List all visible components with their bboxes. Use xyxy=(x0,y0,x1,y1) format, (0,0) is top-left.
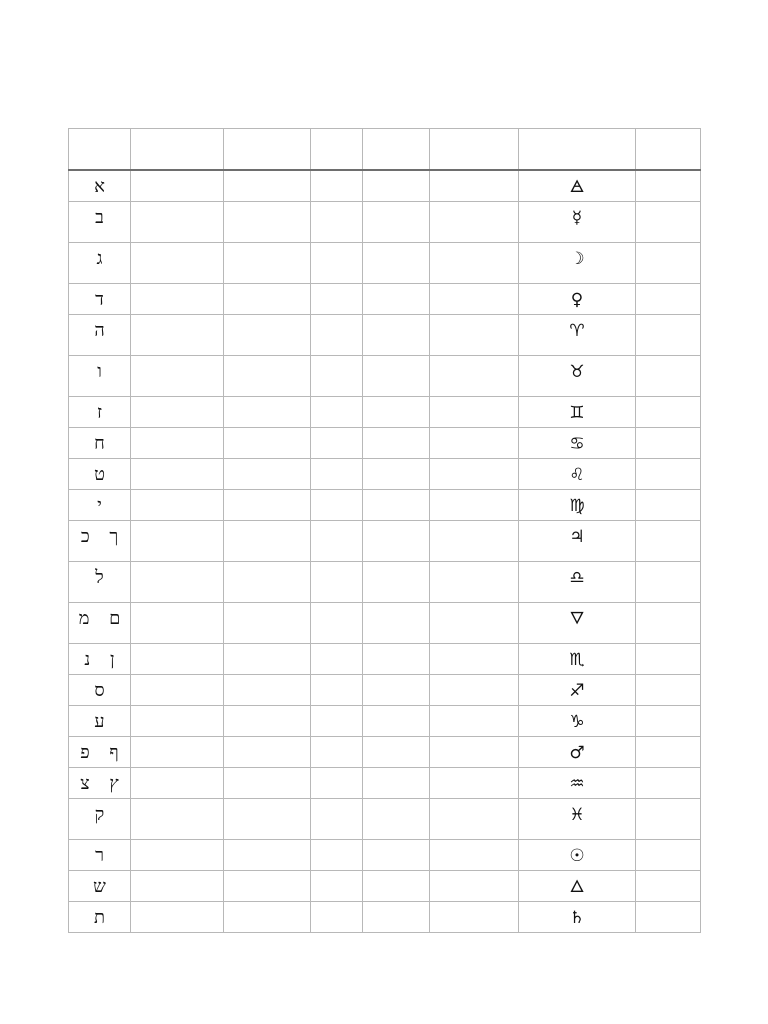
astrological-symbol-cell: ☉ xyxy=(519,839,636,870)
astrological-symbol-cell: ♌ xyxy=(519,458,636,489)
empty-cell xyxy=(131,798,224,839)
empty-cell xyxy=(430,396,519,427)
header-cell-1 xyxy=(69,129,131,171)
astrological-symbol-cell: ☽ xyxy=(519,242,636,283)
empty-cell xyxy=(430,839,519,870)
empty-cell xyxy=(636,489,701,520)
hebrew-letter-cell: ש xyxy=(69,870,131,901)
astrological-symbol-cell: ☿ xyxy=(519,201,636,242)
empty-cell xyxy=(430,283,519,314)
astrological-symbol-cell: 🜁 xyxy=(519,170,636,201)
empty-cell xyxy=(363,314,430,355)
hebrew-letter-cell: ה xyxy=(69,314,131,355)
empty-cell xyxy=(311,201,363,242)
empty-cell xyxy=(311,170,363,201)
astrological-symbol-cell: ♈ xyxy=(519,314,636,355)
empty-cell xyxy=(636,839,701,870)
astrological-symbol-cell: ♊ xyxy=(519,396,636,427)
empty-cell xyxy=(636,314,701,355)
empty-cell xyxy=(311,736,363,767)
empty-cell xyxy=(363,427,430,458)
empty-cell xyxy=(430,170,519,201)
empty-cell xyxy=(363,705,430,736)
hebrew-letter-cell: ע xyxy=(69,705,131,736)
correspondence-table-container xyxy=(68,128,700,933)
table-row xyxy=(69,396,701,427)
empty-cell xyxy=(311,561,363,602)
empty-cell xyxy=(363,489,430,520)
empty-cell xyxy=(636,283,701,314)
table-row xyxy=(69,314,701,355)
empty-cell xyxy=(430,561,519,602)
empty-cell xyxy=(363,458,430,489)
empty-cell xyxy=(311,314,363,355)
astrological-symbol-cell: ♓ xyxy=(519,798,636,839)
empty-cell xyxy=(131,489,224,520)
empty-cell xyxy=(224,427,311,458)
empty-cell xyxy=(636,643,701,674)
empty-cell xyxy=(311,520,363,561)
empty-cell xyxy=(363,283,430,314)
table-row xyxy=(69,674,701,705)
table-row xyxy=(69,520,701,561)
empty-cell xyxy=(363,242,430,283)
empty-cell xyxy=(131,870,224,901)
table-row xyxy=(69,798,701,839)
empty-cell xyxy=(224,643,311,674)
empty-cell xyxy=(131,201,224,242)
empty-cell xyxy=(131,314,224,355)
empty-cell xyxy=(430,489,519,520)
empty-cell xyxy=(636,705,701,736)
empty-cell xyxy=(131,767,224,798)
empty-cell xyxy=(224,674,311,705)
empty-cell xyxy=(224,489,311,520)
empty-cell xyxy=(363,201,430,242)
empty-cell xyxy=(363,602,430,643)
empty-cell xyxy=(131,355,224,396)
empty-cell xyxy=(224,355,311,396)
header-cell-5 xyxy=(363,129,430,171)
empty-cell xyxy=(224,283,311,314)
empty-cell xyxy=(311,798,363,839)
table-row xyxy=(69,901,701,932)
hebrew-letter-cell: ט xyxy=(69,458,131,489)
empty-cell xyxy=(636,242,701,283)
empty-cell xyxy=(131,839,224,870)
empty-cell xyxy=(363,396,430,427)
table-row xyxy=(69,201,701,242)
empty-cell xyxy=(131,520,224,561)
empty-cell xyxy=(636,396,701,427)
astrological-symbol-cell: 🜂 xyxy=(519,870,636,901)
empty-cell xyxy=(131,602,224,643)
empty-cell xyxy=(224,901,311,932)
empty-cell xyxy=(636,458,701,489)
empty-cell xyxy=(430,355,519,396)
hebrew-letter-cell: א xyxy=(69,170,131,201)
empty-cell xyxy=(636,674,701,705)
hebrew-letter-cell: ג xyxy=(69,242,131,283)
empty-cell xyxy=(430,458,519,489)
empty-cell xyxy=(311,242,363,283)
astrological-symbol-cell: ♉ xyxy=(519,355,636,396)
empty-cell xyxy=(430,520,519,561)
astrological-symbol-cell: ♑ xyxy=(519,705,636,736)
astrological-symbol-cell: ♒ xyxy=(519,767,636,798)
astrological-symbol-cell: ♃ xyxy=(519,520,636,561)
hebrew-letter-cell: ן נ xyxy=(69,643,131,674)
empty-cell xyxy=(224,602,311,643)
empty-cell xyxy=(636,355,701,396)
empty-cell xyxy=(131,396,224,427)
empty-cell xyxy=(636,520,701,561)
empty-cell xyxy=(636,201,701,242)
astrological-symbol-cell: ♏ xyxy=(519,643,636,674)
table-row xyxy=(69,736,701,767)
header-cell-7 xyxy=(519,129,636,171)
empty-cell xyxy=(311,458,363,489)
astrological-symbol-cell: ♎ xyxy=(519,561,636,602)
empty-cell xyxy=(131,901,224,932)
table-row xyxy=(69,489,701,520)
hebrew-letter-cell: ל xyxy=(69,561,131,602)
hebrew-letter-cell: ף פ xyxy=(69,736,131,767)
empty-cell xyxy=(311,427,363,458)
empty-cell xyxy=(311,643,363,674)
empty-cell xyxy=(636,901,701,932)
empty-cell xyxy=(430,242,519,283)
empty-cell xyxy=(636,561,701,602)
empty-cell xyxy=(363,561,430,602)
hebrew-letter-cell: ס xyxy=(69,674,131,705)
empty-cell xyxy=(430,314,519,355)
empty-cell xyxy=(363,674,430,705)
empty-cell xyxy=(430,870,519,901)
table-row xyxy=(69,705,701,736)
header-row xyxy=(69,129,701,171)
empty-cell xyxy=(224,561,311,602)
astrological-symbol-cell: ♄ xyxy=(519,901,636,932)
empty-cell xyxy=(224,798,311,839)
hebrew-letter-cell: י xyxy=(69,489,131,520)
empty-cell xyxy=(636,798,701,839)
empty-cell xyxy=(363,170,430,201)
empty-cell xyxy=(430,901,519,932)
empty-cell xyxy=(636,870,701,901)
table-body xyxy=(69,170,701,932)
empty-cell xyxy=(311,674,363,705)
empty-cell xyxy=(363,736,430,767)
empty-cell xyxy=(636,767,701,798)
empty-cell xyxy=(131,705,224,736)
empty-cell xyxy=(311,396,363,427)
astrological-symbol-cell: ♍ xyxy=(519,489,636,520)
empty-cell xyxy=(363,355,430,396)
empty-cell xyxy=(131,170,224,201)
empty-cell xyxy=(224,870,311,901)
empty-cell xyxy=(363,870,430,901)
hebrew-letter-cell: ו xyxy=(69,355,131,396)
empty-cell xyxy=(430,602,519,643)
hebrew-letter-cell: ז xyxy=(69,396,131,427)
empty-cell xyxy=(311,901,363,932)
hebrew-letter-cell: ר xyxy=(69,839,131,870)
empty-cell xyxy=(131,427,224,458)
empty-cell xyxy=(224,242,311,283)
hebrew-letter-cell: ד xyxy=(69,283,131,314)
header-cell-6 xyxy=(430,129,519,171)
empty-cell xyxy=(430,705,519,736)
empty-cell xyxy=(430,427,519,458)
empty-cell xyxy=(430,798,519,839)
empty-cell xyxy=(224,520,311,561)
empty-cell xyxy=(131,458,224,489)
astrological-symbol-cell: ♐ xyxy=(519,674,636,705)
empty-cell xyxy=(311,870,363,901)
table-row xyxy=(69,561,701,602)
empty-cell xyxy=(430,736,519,767)
astrological-symbol-cell: ♀ xyxy=(519,283,636,314)
empty-cell xyxy=(224,170,311,201)
hebrew-letter-cell: ח xyxy=(69,427,131,458)
hebrew-letter-cell: ב xyxy=(69,201,131,242)
hebrew-letter-cell: ם מ xyxy=(69,602,131,643)
empty-cell xyxy=(224,705,311,736)
empty-cell xyxy=(636,602,701,643)
hebrew-letter-cell: ת xyxy=(69,901,131,932)
empty-cell xyxy=(131,283,224,314)
astrological-symbol-cell: ♂ xyxy=(519,736,636,767)
table-row xyxy=(69,355,701,396)
header-cell-2 xyxy=(131,129,224,171)
table-row xyxy=(69,427,701,458)
table-row xyxy=(69,870,701,901)
empty-cell xyxy=(363,839,430,870)
empty-cell xyxy=(131,561,224,602)
empty-cell xyxy=(363,901,430,932)
table-row xyxy=(69,170,701,201)
empty-cell xyxy=(311,705,363,736)
table-row xyxy=(69,242,701,283)
table-row xyxy=(69,283,701,314)
astrological-symbol-cell: 🜄 xyxy=(519,602,636,643)
astrological-symbol-cell: ♋ xyxy=(519,427,636,458)
empty-cell xyxy=(311,489,363,520)
empty-cell xyxy=(131,242,224,283)
empty-cell xyxy=(363,520,430,561)
hebrew-letter-cell: ק xyxy=(69,798,131,839)
empty-cell xyxy=(311,283,363,314)
table-row xyxy=(69,767,701,798)
table-row xyxy=(69,602,701,643)
table-row xyxy=(69,839,701,870)
empty-cell xyxy=(311,767,363,798)
header-cell-3 xyxy=(224,129,311,171)
empty-cell xyxy=(430,767,519,798)
empty-cell xyxy=(430,643,519,674)
table-row xyxy=(69,643,701,674)
hebrew-letter-cell: ץ צ xyxy=(69,767,131,798)
empty-cell xyxy=(636,170,701,201)
empty-cell xyxy=(311,839,363,870)
empty-cell xyxy=(430,674,519,705)
empty-cell xyxy=(224,458,311,489)
empty-cell xyxy=(131,643,224,674)
empty-cell xyxy=(311,602,363,643)
hebrew-letter-cell: ך כ xyxy=(69,520,131,561)
empty-cell xyxy=(363,798,430,839)
empty-cell xyxy=(224,736,311,767)
empty-cell xyxy=(224,314,311,355)
empty-cell xyxy=(430,201,519,242)
empty-cell xyxy=(224,396,311,427)
empty-cell xyxy=(224,201,311,242)
empty-cell xyxy=(363,643,430,674)
empty-cell xyxy=(636,427,701,458)
table-header xyxy=(69,129,701,171)
empty-cell xyxy=(636,736,701,767)
header-cell-4 xyxy=(311,129,363,171)
correspondence-table xyxy=(68,128,701,933)
empty-cell xyxy=(224,767,311,798)
empty-cell xyxy=(224,839,311,870)
header-cell-8 xyxy=(636,129,701,171)
empty-cell xyxy=(311,355,363,396)
empty-cell xyxy=(131,736,224,767)
empty-cell xyxy=(131,674,224,705)
table-row xyxy=(69,458,701,489)
empty-cell xyxy=(363,767,430,798)
